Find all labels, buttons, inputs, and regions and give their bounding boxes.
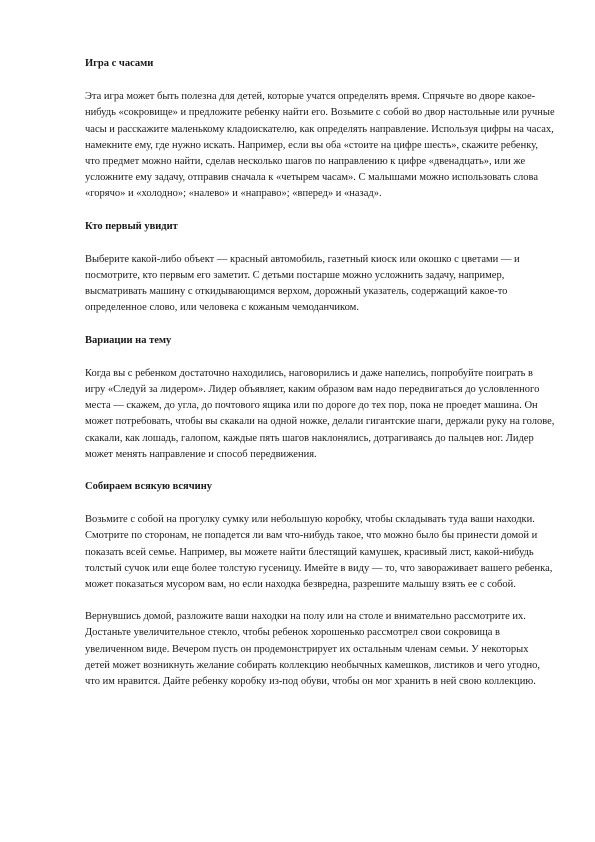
paragraph-collecting-2: Вернувшись домой, разложите ваши находки на полу или на столе и внимательно рассмотрите их. Достаньте увеличительное стекло, чтобы ребенок хорошенько рассмотрел свои сокровища в увеличенном виде. Вечером пусть он продемонстрирует их остальным членам семьи. У некоторых детей может возникнуть желание собирать коллекцию необычных камешков, листиков и чего угодно, что им нравится. Дайте ребенку коробку из-под обуви, чтобы он мог хранить в ней свою коллекцию. — [85, 611, 541, 688]
paragraph-clock-game: Эта игра может быть полезна для детей, которые учатся определять время. Спрячьте во дворе какое-нибудь «сокровище» и предложите ребенку найти его. Возьмите с собой во двор настольные или ручные часы и расскажите маленькому кладоискателю, как определять направление. Используя цифры на часах, намекните ему, где нужно искать. Например, если вы оба «стоите на цифре шесть», скажите ребенку, что предмет можно найти, сделав несколько шагов по направлению к цифре «двенадцать», или же усложните ему задачу, отправив сначала к «четырем часам». С малышами можно использовать слова «горячо» и «холодно»; «налево» и «направо»; «вперед» и «назад». — [85, 91, 555, 200]
paragraph-collecting-1: Возьмите с собой на прогулку сумку или небольшую коробку, чтобы складывать туда ваши находки. Смотрите по сторонам, не попадется ли вам что-нибудь такое, что можно было бы принести домой и показать всей семье. Например, вы можете найти блестящий камушек, красивый лист, какой-нибудь толстый сучок или еще более толстую гусеницу. Имейте в виду — то, что завораживает вашего ребенка, может показаться мусором вам, но если находка безвредна, разрешите малышу взять ее с собой. — [85, 514, 553, 591]
paragraph-who-sees-first: Выберите какой-либо объект — красный автомобиль, газетный киоск или окошко с цветами — и посмотрите, кто первым его заметит. С детьми постарше можно усложнить задачу, например, высматривать машину с откидывающимся верхом, дорожный указатель, содержащий какое-то определенное слово, или человека с кожаным чемоданчиком. — [85, 253, 520, 314]
paragraph-variations: Когда вы с ребенком достаточно находились, наговорились и даже напелись, попробуйте поиграть в игру «Следуй за лидером». Лидер объявляет, каким образом вам надо передвигаться до условленного места — скажем, до угла, до почтового ящика или по дороге до тех пор, пока не проедет машина. Он может потребовать, чтобы вы скакали на одной ножке, делали гигантские шаги, держали руку на голове, скакали, как лошадь, галопом, каждые пять шагов наклонялись, дотрагиваясь до пальцев ног. Лидер может менять направление и способ передвижения. — [85, 367, 555, 460]
section-title-variations: Вариации на тему — [85, 334, 172, 346]
section-title-who-sees-first: Кто первый увидит — [85, 220, 178, 232]
document-page — [85, 56, 555, 690]
section-title-collecting: Собираем всякую всячину — [85, 481, 213, 493]
section-title-clock-game: Игра с часами — [85, 58, 154, 69]
